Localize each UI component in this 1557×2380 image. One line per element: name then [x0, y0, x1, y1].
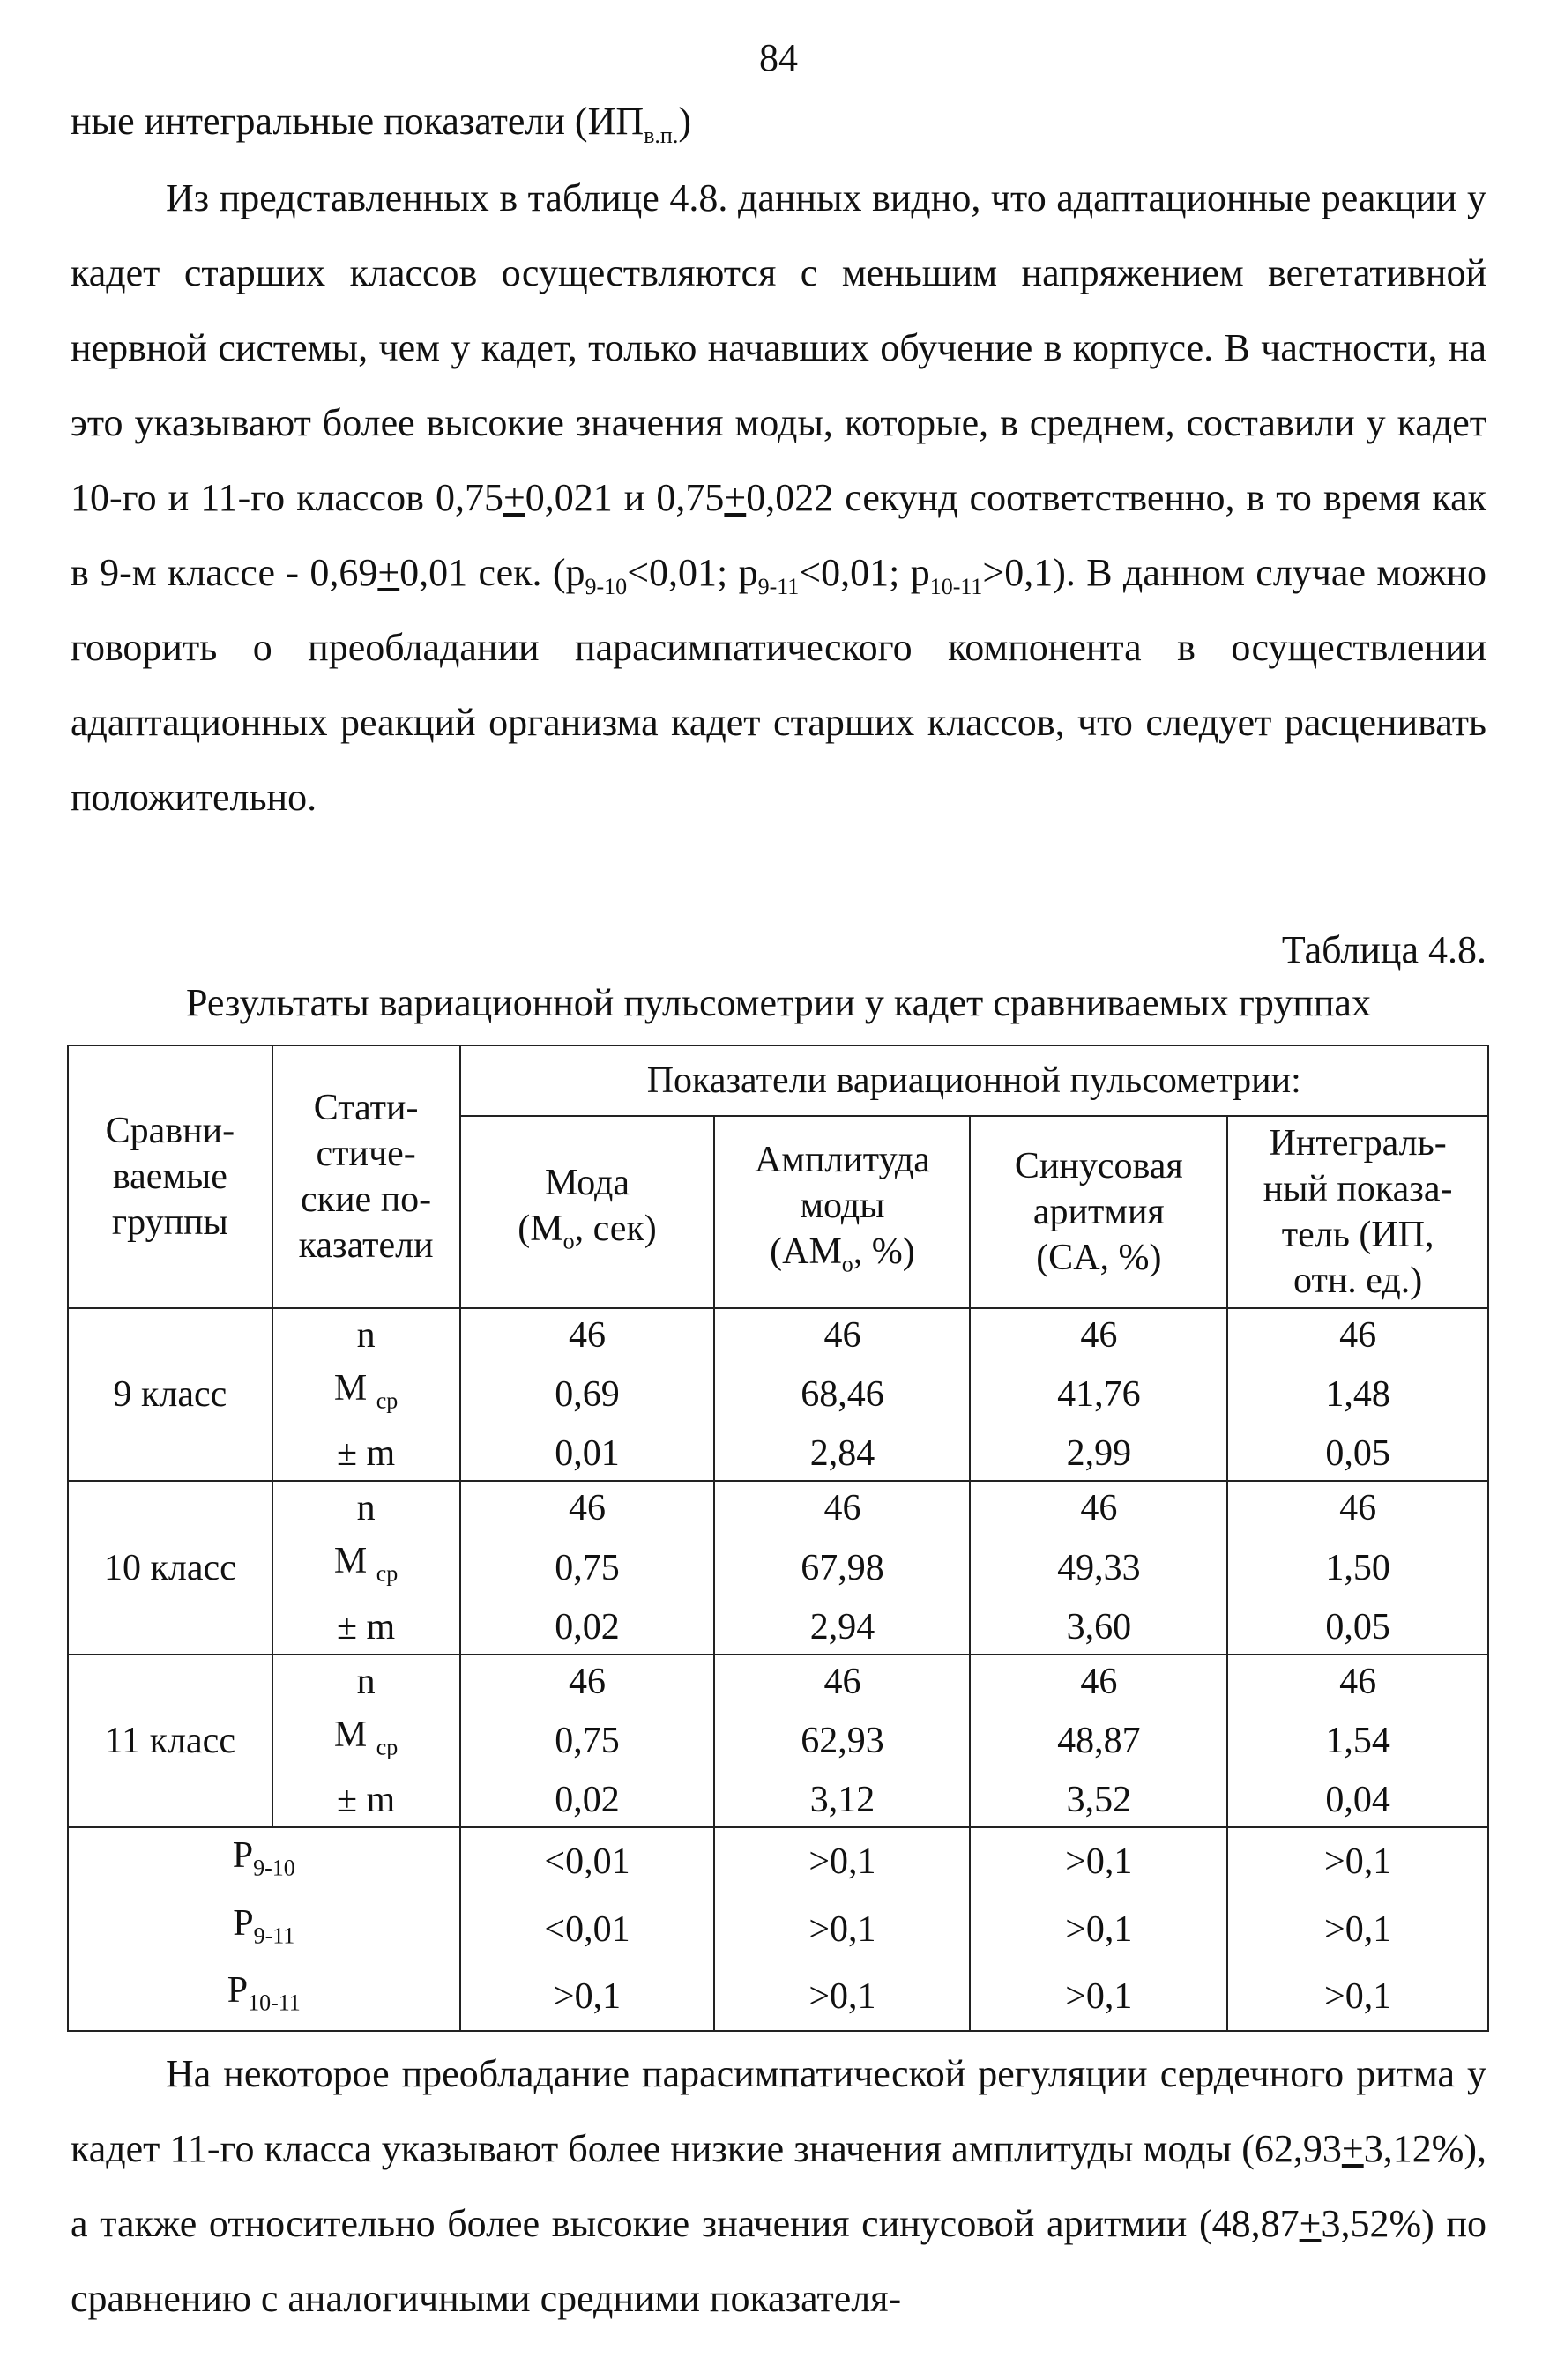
cell: 0,02	[460, 1774, 715, 1827]
cell: >0,1	[714, 1827, 970, 1895]
cell: 0,75	[460, 1535, 715, 1600]
p-label	[68, 1963, 460, 2031]
p-label	[68, 1896, 460, 1963]
p1-pm-1: +	[503, 476, 525, 519]
header-groups: Сравни-ваемые группы	[68, 1045, 272, 1308]
stat-m-main: M	[333, 1714, 368, 1755]
lead-after: )	[678, 100, 691, 143]
cell: >0,1	[1227, 1827, 1488, 1895]
cell: >0,1	[1227, 1896, 1488, 1963]
stat-m-main: M	[333, 1541, 368, 1582]
stat-n: n	[272, 1308, 460, 1362]
cell: 3,52	[970, 1774, 1227, 1827]
cell: >0,1	[714, 1963, 970, 2031]
cell: 0,05	[1227, 1427, 1488, 1481]
table-row	[68, 1708, 1488, 1774]
cell: 2,99	[970, 1427, 1227, 1481]
p1-sub-2: 9-11	[757, 573, 800, 599]
cell: 1,54	[1227, 1708, 1488, 1774]
header-amplitude	[714, 1116, 970, 1308]
lead-text: ные интегральные показатели (ИП	[71, 100, 644, 143]
stat-m-sub: ср	[376, 1734, 399, 1760]
cell: >0,1	[460, 1963, 715, 2031]
table-row	[68, 1481, 1488, 1535]
cell: 46	[970, 1308, 1227, 1362]
group-name: 10 класс	[68, 1481, 272, 1654]
page-number: 84	[759, 36, 798, 79]
header-indicators: Показатели вариационной пульсометрии:	[460, 1045, 1489, 1116]
cell: 48,87	[970, 1708, 1227, 1774]
cell: 2,94	[714, 1601, 970, 1655]
header-sinus-main: Синусовая аритмия	[1014, 1146, 1183, 1232]
cell: 46	[1227, 1308, 1488, 1362]
p1-text-5: <0,01; p	[627, 551, 758, 594]
header-amp-l2b: , %)	[853, 1231, 915, 1272]
table-caption: Результаты вариационной пульсометрии у кадет сравниваемых группах	[186, 981, 1371, 1024]
group-name: 11 класс	[68, 1655, 272, 1827]
header-sinus-l2a: (CA, %)	[1036, 1238, 1162, 1278]
stat-m-main: M	[333, 1368, 368, 1409]
header-sinus	[970, 1116, 1227, 1308]
cell: 46	[460, 1655, 715, 1708]
p-sub: 10-11	[248, 1990, 301, 2016]
paragraph-2	[71, 2036, 1486, 2336]
p1-pm-2: +	[724, 476, 747, 519]
results-table	[67, 1045, 1489, 2032]
group-name: 9 класс	[68, 1308, 272, 1481]
cell: 46	[460, 1481, 715, 1535]
cell: 0,75	[460, 1708, 715, 1774]
cell: 46	[1227, 1655, 1488, 1708]
cell: 46	[714, 1481, 970, 1535]
cell: 46	[460, 1308, 715, 1362]
cell: 3,12	[714, 1774, 970, 1827]
table-row	[68, 1427, 1488, 1481]
table-row	[68, 1308, 1488, 1362]
p2-text-1: На некоторое преобладание парасимпатической регуляции сердечного ритма у кадет 11-го класса указывают более низкие значения амплитуды моды (62,93	[71, 2052, 1486, 2170]
p-main: P	[233, 1902, 254, 1944]
header-amp-main: Амплитуда моды	[754, 1139, 930, 1226]
cell: <0,01	[460, 1896, 715, 1963]
header-amp-l2a: (AM	[770, 1231, 842, 1272]
header-moda-l2b: , сек)	[574, 1208, 657, 1249]
cell: >0,1	[970, 1827, 1227, 1895]
header-integral	[1227, 1116, 1488, 1308]
table-row	[68, 1963, 1488, 2031]
header-stats: Стати-стиче-ские по-казатели	[272, 1045, 460, 1308]
cell: >0,1	[714, 1896, 970, 1963]
p2-text-3: 3,52%) по сравнению с аналогичными средними показателя-	[71, 2202, 1486, 2320]
p1-text-1: Из представленных в таблице 4.8. данных видно, что адаптационные реакции у кадет старших классов осуществляются с меньшим напряжением вегетативной нервной системы, чем у кадет, только начавших обучение в корпусе. В частности, на это указывают более высокие значения моды, которые, в среднем, составили у кадет 10-го и 11-го классов 0,75	[71, 176, 1486, 519]
p-main: P	[227, 1969, 249, 2011]
table-row	[68, 1774, 1488, 1827]
cell: 3,60	[970, 1601, 1227, 1655]
cell: 46	[714, 1655, 970, 1708]
cell: >0,1	[970, 1963, 1227, 2031]
cell: 2,84	[714, 1427, 970, 1481]
stat-n: n	[272, 1655, 460, 1708]
table-row	[68, 1601, 1488, 1655]
cell: 0,01	[460, 1427, 715, 1481]
p-main: P	[232, 1835, 254, 1877]
table-row	[68, 1827, 1488, 1895]
cell: 1,50	[1227, 1535, 1488, 1600]
p1-sub-3: 10-11	[929, 573, 983, 599]
cell: 68,46	[714, 1362, 970, 1427]
lead-line	[71, 99, 691, 149]
p-sub: 9-11	[253, 1922, 295, 1948]
table-number: Таблица 4.8.	[1281, 928, 1486, 971]
cell: <0,01	[460, 1827, 715, 1895]
cell: 46	[970, 1655, 1227, 1708]
p-sub: 9-10	[253, 1855, 295, 1881]
p1-text-6: <0,01; p	[799, 551, 930, 594]
table-row	[68, 1896, 1488, 1963]
header-amp-sub: o	[841, 1251, 853, 1277]
cell: 46	[714, 1308, 970, 1362]
p1-text-3: 0,022 секунд соответственно, в то время как в 9-м классе - 0,69	[71, 476, 1486, 594]
cell: 0,05	[1227, 1601, 1488, 1655]
cell: 49,33	[970, 1535, 1227, 1600]
stat-m-sub: ср	[376, 1560, 399, 1587]
stat-pm: ± m	[272, 1427, 460, 1481]
p1-text-4: 0,01 сек. (p	[399, 551, 585, 594]
p-label	[68, 1827, 460, 1895]
cell: 0,69	[460, 1362, 715, 1427]
cell: >0,1	[1227, 1963, 1488, 2031]
p1-text-2: 0,021 и 0,75	[525, 476, 725, 519]
paragraph-1	[71, 160, 1486, 835]
p1-pm-3: +	[377, 551, 400, 594]
p2-pm-1: +	[1341, 2127, 1364, 2170]
header-moda	[460, 1116, 715, 1308]
table-row	[68, 1535, 1488, 1600]
stat-pm: ± m	[272, 1601, 460, 1655]
header-moda-l2a: (M	[518, 1208, 563, 1249]
p1-text-7: >0,1). В данном случае можно говорить о преобладании парасимпатического компонента в осуществлении адаптационных реакций организма кадет старших классов, что следует расценивать положительно.	[71, 551, 1487, 819]
cell: 1,48	[1227, 1362, 1488, 1427]
cell: >0,1	[970, 1896, 1227, 1963]
cell: 0,02	[460, 1601, 715, 1655]
header-integral-l2a: отн. ед.)	[1293, 1261, 1423, 1301]
stat-m	[272, 1535, 460, 1600]
cell: 67,98	[714, 1535, 970, 1600]
header-moda-main: Мода	[544, 1162, 630, 1203]
p1-sub-1: 9-10	[585, 573, 628, 599]
stat-m-sub: ср	[376, 1387, 399, 1414]
stat-m	[272, 1708, 460, 1774]
header-integral-main: Интеграль-ный показа-тель (ИП,	[1263, 1123, 1453, 1255]
cell: 41,76	[970, 1362, 1227, 1427]
stat-pm: ± m	[272, 1774, 460, 1827]
p2-text-2: 3,12%), а также относительно более высокие значения синусовой аритмии (48,87	[71, 2127, 1486, 2245]
header-moda-sub: o	[562, 1228, 575, 1254]
p2-pm-2: +	[1299, 2202, 1322, 2245]
table-row	[68, 1655, 1488, 1708]
table-row	[68, 1362, 1488, 1427]
stat-m	[272, 1362, 460, 1427]
cell: 46	[1227, 1481, 1488, 1535]
cell: 46	[970, 1481, 1227, 1535]
stat-n: n	[272, 1481, 460, 1535]
cell: 62,93	[714, 1708, 970, 1774]
lead-sub: в.п.	[644, 122, 679, 148]
cell: 0,04	[1227, 1774, 1488, 1827]
